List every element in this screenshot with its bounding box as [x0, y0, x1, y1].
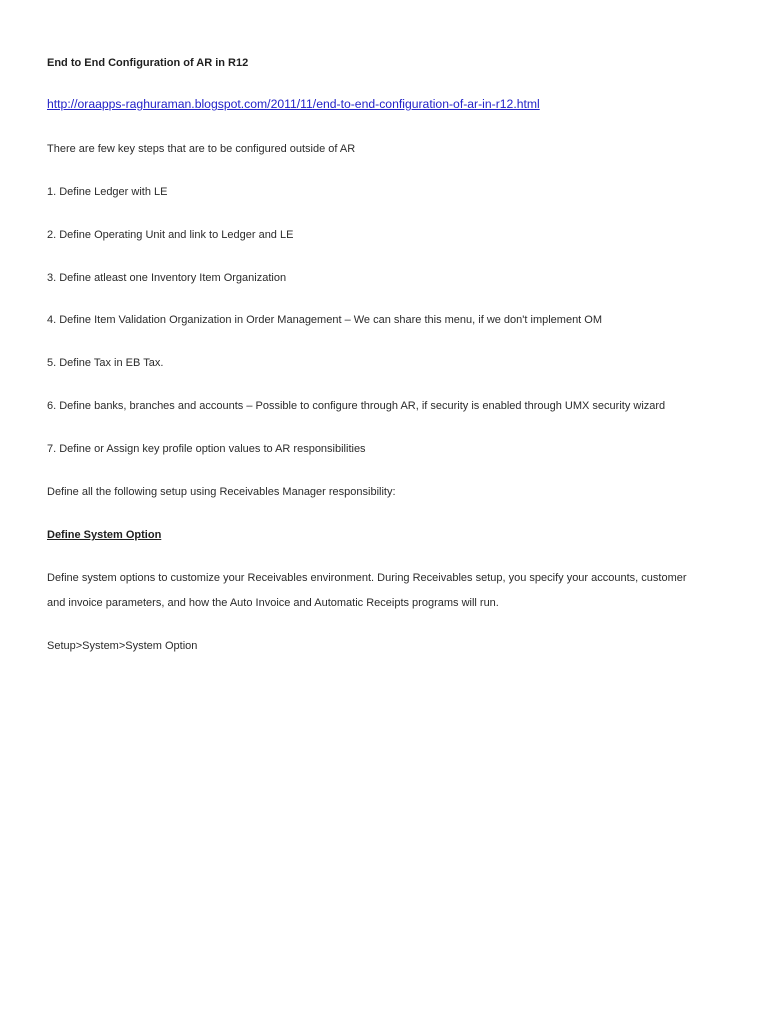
step-item: 7. Define or Assign key profile option values to AR responsibilities — [47, 443, 366, 455]
section-paragraph-line: and invoice parameters, and how the Auto Invoice and Automatic Receipts programs will run. — [47, 597, 499, 609]
step-item: 5. Define Tax in EB Tax. — [47, 357, 164, 369]
document-title: End to End Configuration of AR in R12 — [47, 57, 249, 69]
step-item: 2. Define Operating Unit and link to Ledger and LE — [47, 229, 294, 241]
step-item: 6. Define banks, branches and accounts – Possible to configure through AR, if security is enabled through UMX security wizard — [47, 400, 666, 412]
intro-text: There are few key steps that are to be configured outside of AR — [47, 143, 356, 155]
navigation-path: Setup>System>System Option — [47, 640, 198, 652]
step-item: 1. Define Ledger with LE — [47, 186, 168, 198]
setup-note: Define all the following setup using Receivables Manager responsibility: — [47, 486, 396, 498]
source-link[interactable]: http://oraapps-raghuraman.blogspot.com/2011/11/end-to-end-configuration-of-ar-in-r12.html — [47, 97, 540, 111]
section-heading: Define System Option — [47, 529, 162, 541]
step-item: 3. Define atleast one Inventory Item Organization — [47, 272, 287, 284]
section-paragraph-line: Define system options to customize your Receivables environment. During Receivables setup, you specify your accounts, customer — [47, 572, 687, 584]
step-item: 4. Define Item Validation Organization in Order Management – We can share this menu, if we don't implement OM — [47, 314, 603, 326]
